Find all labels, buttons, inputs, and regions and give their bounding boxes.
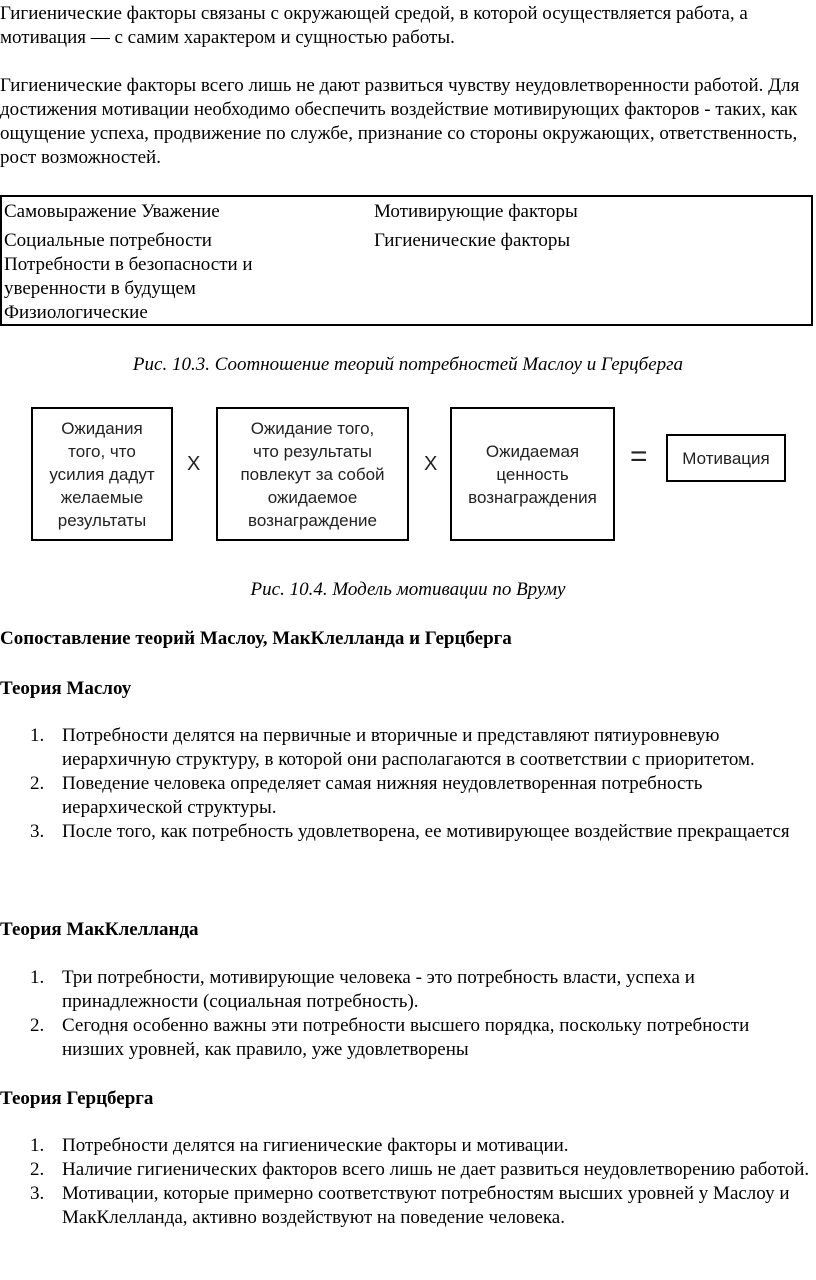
box-text: желаемые: [60, 487, 144, 507]
list-number: 2.: [30, 773, 45, 794]
list-item: [0, 966, 816, 1014]
list-number: 3.: [30, 821, 45, 842]
box-text: Мотивация: [682, 448, 770, 468]
box-text: вознаграждение: [248, 510, 377, 530]
list-item-text: Наличие гигиенических факторов всего лишь не дает развиться неудовлетворению работой.: [62, 1159, 810, 1180]
expectancy-box: [31, 407, 173, 541]
valence-box: [450, 407, 615, 541]
list-item: [0, 1158, 816, 1182]
list-item-text: Мотивации, которые примерно соответствуют потребностям высших уровней у Маслоу и МакКлелланда, активно воздействуют на поведение человека.: [62, 1183, 790, 1228]
list-item: [0, 1182, 816, 1230]
table-right-column: [374, 200, 804, 253]
list-item: [0, 1014, 816, 1062]
table-cell: Потребности в безопасности и: [4, 254, 253, 275]
list-item: [0, 724, 816, 772]
section-heading: Сопоставление теорий Маслоу, МакКлелланда и Герцберга: [0, 628, 512, 649]
figure-caption-10-4: Рис. 10.4. Модель мотивации по Вруму: [250, 579, 566, 600]
equals-sign: =: [630, 440, 648, 473]
box-text: повлекут за собой: [240, 464, 385, 484]
table-cell: Физиологические: [4, 302, 148, 323]
instrumentality-box: [216, 407, 409, 541]
list-item-text: Сегодня особенно важны эти потребности высшего порядка, поскольку потребности низших уровней, как правило, уже удовлетворены: [62, 1015, 750, 1060]
motivation-box: [666, 434, 786, 482]
box-text: Ожидания: [61, 418, 143, 438]
box-text: результаты: [57, 510, 147, 530]
list-item-text: После того, как потребность удовлетворена, ее мотивирующее воздействие прекращается: [62, 821, 790, 842]
box-text: усилия дадут: [49, 464, 155, 484]
box-text: что результаты: [252, 441, 373, 461]
maslow-heading: Теория Маслоу: [0, 678, 132, 699]
mcclelland-list: [0, 966, 816, 1062]
herzberg-list: [0, 1134, 816, 1230]
list-number: 1.: [30, 967, 45, 988]
multiply-sign: X: [424, 453, 438, 475]
table-left-column: [4, 200, 364, 325]
list-item-text: Поведение человека определяет самая нижняя неудовлетворенная потребность иерархической структуры.: [62, 773, 703, 818]
maslow-herzberg-table: [0, 195, 813, 326]
list-number: 2.: [30, 1015, 45, 1036]
multiply-sign: X: [187, 453, 201, 475]
box-text: ценность: [496, 464, 569, 484]
herzberg-heading: Теория Герцберга: [0, 1088, 154, 1109]
table-cell: Самовыражение Уважение: [4, 201, 220, 222]
list-number: 2.: [30, 1159, 45, 1180]
list-item: [0, 772, 816, 820]
box-text: того, что: [68, 441, 136, 461]
box-text: Ожидание того,: [250, 418, 375, 438]
intro-paragraph-1: Гигиенические факторы связаны с окружающей средой, в которой осуществляется работа, а мотивация — с самим характером и сущностью работы.: [0, 3, 748, 48]
box-text: вознаграждения: [468, 487, 597, 507]
table-cell: Мотивирующие факторы: [374, 201, 578, 222]
list-item: [0, 1134, 816, 1158]
box-text: ожидаемое: [267, 487, 358, 507]
maslow-list: [0, 724, 816, 844]
list-item-text: Три потребности, мотивирующие человека - это потребность власти, успеха и принадлежности (социальная потребность).: [62, 967, 695, 1012]
list-number: 3.: [30, 1183, 45, 1204]
box-text: Ожидаемая: [485, 441, 580, 461]
list-item: [0, 820, 816, 844]
list-item-text: Потребности делятся на первичные и вторичные и представляют пятиуровневую иерархичную структуру, в которой они располагаются в соответствии с приоритетом.: [62, 725, 755, 770]
table-cell: Гигиенические факторы: [374, 230, 571, 251]
list-number: 1.: [30, 725, 45, 746]
figure-caption-10-3: Рис. 10.3. Соотношение теорий потребностей Маслоу и Герцберга: [132, 354, 684, 375]
list-item-text: Потребности делятся на гигиенические факторы и мотивации.: [62, 1135, 569, 1156]
list-number: 1.: [30, 1135, 45, 1156]
intro-paragraph-2: Гигиенические факторы всего лишь не дают развиться чувству неудовлетворенности работой. Для достижения мотивации необходимо обеспечить воздействие мотивирующих факторов - таких, как ощущение успеха, продвижение по службе, признание со стороны окружающих, ответственность, рост возможностей.: [0, 75, 800, 168]
table-cell: уверенности в будущем: [4, 278, 196, 299]
mcclelland-heading: Теория МакКлелланда: [0, 919, 199, 940]
table-cell: Социальные потребности: [4, 230, 212, 251]
